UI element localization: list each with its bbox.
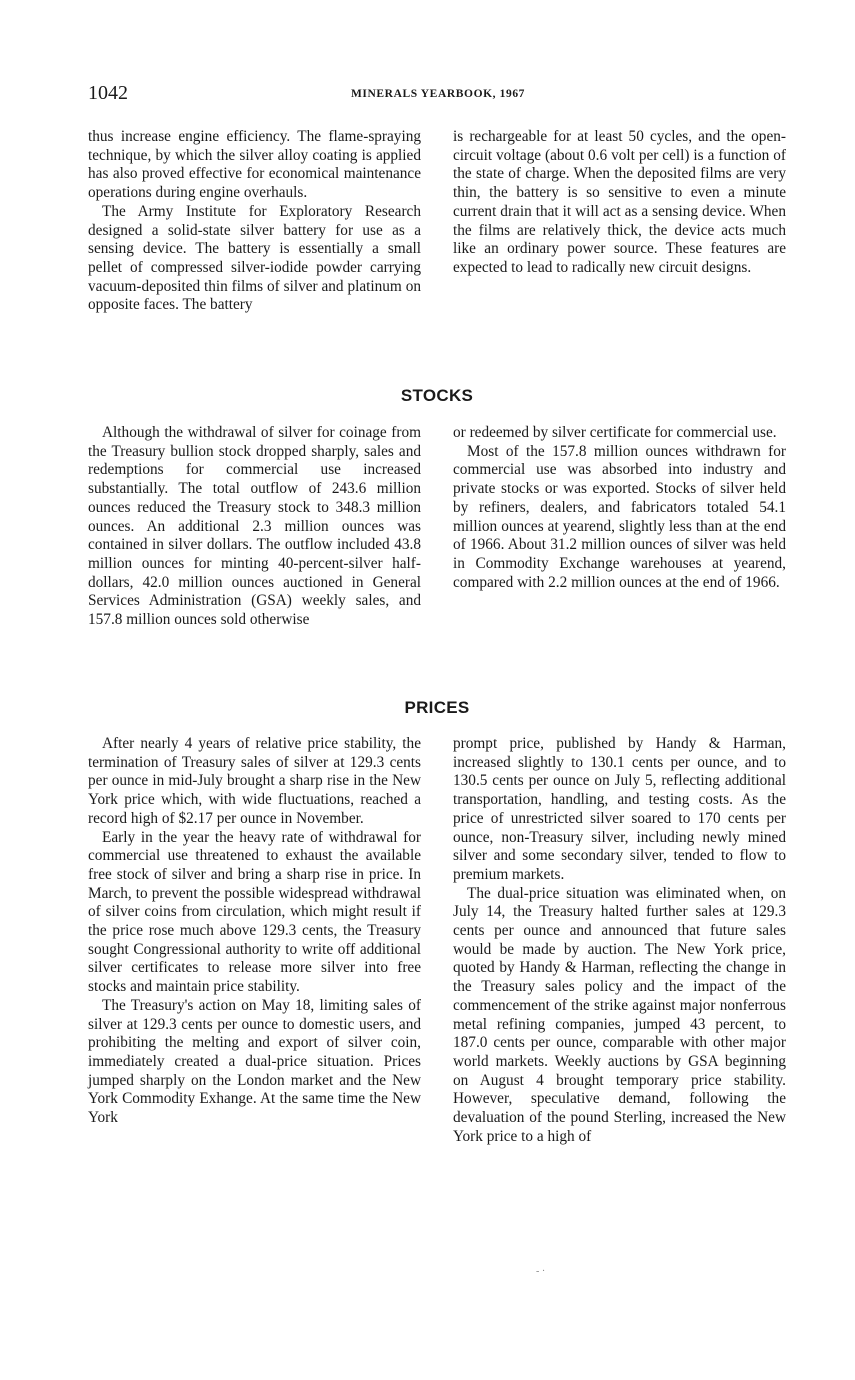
paragraph: or redeemed by silver certificate for commercial use.	[453, 424, 777, 441]
paragraph: Although the withdrawal of silver for coinage from the Treasury bullion stock dropped sharply, sales and redemptions for commercial use increased substantially. The total outflow of 243.6 million ounces reduced the Treasury stock to 348.3 million ounces. An additional 2.3 million ounces was contained in silver dollars. The outflow included 43.8 million ounces for minting 40-percent-silver half-dollars, 42.0 million ounces auctioned in General Services Administration (GSA) weekly sales, and 157.8 million ounces sold otherwise	[88, 424, 421, 629]
paragraph: prompt price, published by Handy & Harman, increased slightly to 130.1 cents per ounce, and to 130.5 cents per ounce on July 5, reflecting additional transportation, handling, and testing costs. As the price of unrestricted silver soared to 170 cents per ounce, non-Treasury silver, including newly mined silver and some secondary silver, tended to flow to premium markets.	[453, 735, 786, 883]
paragraph: Early in the year the heavy rate of withdrawal for commercial use threatened to exhaust the available free stock of silver and bring a sharp rise in price. In March, to prevent the possible widespread withdrawal of silver coins from circulation, which might result if the price rose much above 129.3 cents, the Treasury sought Congressional authority to write off additional silver certificates to release more silver into free stocks and maintain price stability.	[88, 828, 421, 996]
prices-left-column	[88, 735, 421, 1146]
section-title-stocks: STOCKS	[400, 386, 474, 405]
paragraph: is rechargeable for at least 50 cycles, and the open-circuit voltage (about 0.6 volt per cell) is a function of the state of charge. When the deposited films are very thin, the battery is so sensitive to even a minute current drain that it will act as a sensing device. When the films are relatively thick, the device acts much like an ordinary power source. These features are expected to lead to radically new circuit designs.	[453, 128, 786, 276]
section-title-prices: PRICES	[404, 698, 470, 717]
page-number: 1042	[88, 82, 128, 104]
stocks-left-column	[88, 424, 421, 630]
intro-columns	[88, 128, 786, 315]
paragraph: The Treasury's action on May 18, limiting sales of silver at 129.3 cents per ounce to domestic users, and prohibiting the melting and export of silver coin, immediately created a dual-price situation. Prices jumped sharply on the London market and the New York Commodity Exhange. At the same time the New York	[88, 996, 421, 1127]
prices-right-column	[453, 735, 786, 1146]
paragraph: Most of the 157.8 million ounces withdrawn for commercial use was absorbed into industry and private stocks or was exported. Stocks of silver held by refiners, dealers, and fabricators totaled 54.1 million ounces at yearend, slightly less than at the end of 1966. About 31.2 million ounces of silver was held in Commodity Exchange warehouses at yearend, compared with 2.2 million ounces at the end of 1966.	[453, 442, 786, 591]
scan-mark: - ·	[536, 1266, 546, 1277]
paragraph: The Army Institute for Exploratory Research designed a solid-state silver battery for use as a sensing device. The battery is essentially a small pellet of compressed silver-iodide powder carrying vacuum-deposited thin films of silver and platinum on opposite faces. The battery	[88, 202, 421, 314]
paragraph: After nearly 4 years of relative price stability, the termination of Treasury sales of silver at 129.3 cents per ounce in mid-July brought a sharp rise in the New York price which, with wide fluctuations, reached a record high of $2.17 per ounce in November.	[88, 735, 421, 827]
page-header	[88, 82, 788, 112]
stocks-columns	[88, 424, 786, 630]
paragraph: thus increase engine efficiency. The flame-spraying technique, by which the silver alloy coating is applied has also proved effective for economical maintenance operations during engine overhauls.	[88, 128, 421, 202]
intro-left-column	[88, 128, 421, 315]
paragraph: The dual-price situation was eliminated when, on July 14, the Treasury halted further sales at 129.3 cents per ounce and announced that future sales would be made by auction. The New York price, quoted by Handy & Harman, reflecting the change in the Treasury sales policy and the impact of the commencement of the strike against major nonferrous metal refining companies, jumped 43 percent, to 187.0 cents per ounce, comparable with other major world markets. Weekly auctions by GSA beginning on August 4 brought temporary price stability. However, speculative demand, following the devaluation of the pound Sterling, increased the New York price to a high of	[453, 884, 786, 1145]
intro-right-column	[453, 128, 786, 315]
stocks-right-column	[453, 424, 786, 630]
running-head: MINERALS YEARBOOK, 1967	[350, 88, 526, 100]
prices-columns	[88, 735, 786, 1146]
